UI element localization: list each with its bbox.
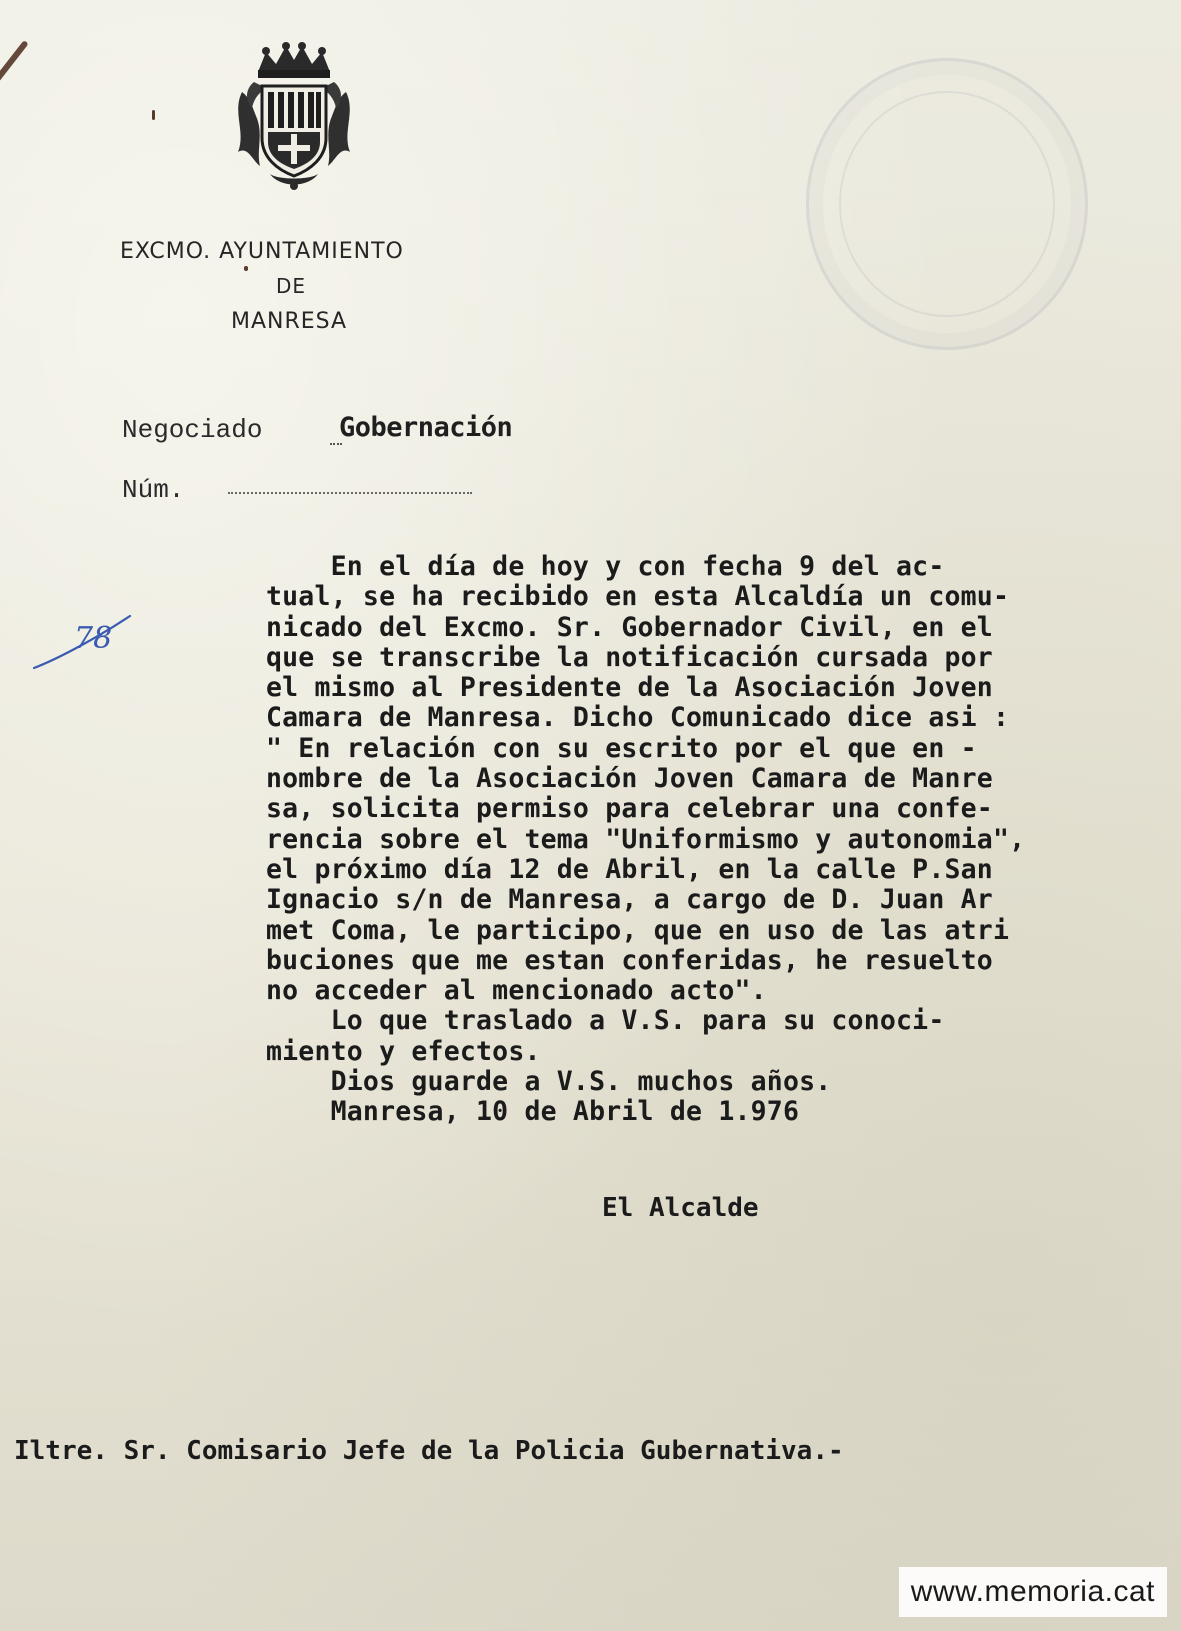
num-dotted-line — [228, 492, 472, 494]
manresa-coat-of-arms-icon — [236, 42, 352, 192]
negociado-label: Negociado — [122, 415, 263, 445]
addressee-line: Iltre. Sr. Comisario Jefe de la Policia Gubernativa.- — [14, 1436, 844, 1466]
body-line: tual, se ha recibido en esta Alcaldía un comu- — [266, 581, 1010, 613]
body-line: Ignacio s/n de Manresa, a cargo de D. Juan Ar — [266, 884, 993, 916]
body-line: nombre de la Asociación Joven Camara de Manre — [266, 763, 993, 795]
body-line: En el día de hoy y con fecha 9 del ac- — [266, 551, 945, 582]
body-line: el próximo día 12 de Abril, en la calle P.San — [266, 853, 993, 885]
body-line: el mismo al Presidente de la Asociación Joven — [266, 672, 993, 704]
body-line: buciones que me estan conferidas, he resuelto — [266, 944, 993, 976]
handwritten-note-text: 78 — [74, 621, 113, 656]
faded-stamp — [806, 58, 1088, 350]
body-line: rencia sobre el tema "Uniformismo y autonomia", — [266, 823, 1026, 855]
signature-title: El Alcalde — [602, 1193, 759, 1223]
handwritten-annotation — [30, 612, 136, 672]
paper-speck — [152, 110, 155, 120]
body-line: sa, solicita permiso para celebrar una confe- — [266, 793, 993, 825]
body-line: Lo que traslado a V.S. para su conoci- — [266, 1005, 945, 1037]
body-line: met Coma, le participo, que en uso de las atri — [266, 914, 1010, 946]
body-line: Camara de Manresa. Dicho Comunicado dice asi : — [266, 702, 1010, 734]
website-watermark: www.memoria.cat — [899, 1567, 1167, 1617]
body-line: " En relación con su escrito por el que en - — [266, 732, 977, 764]
body-line: nicado del Excmo. Sr. Gobernador Civil, en el — [266, 611, 993, 643]
num-label: Núm. — [122, 475, 185, 505]
letterhead-line-2: DE — [276, 274, 307, 298]
letterhead-line-3: MANRESA — [231, 309, 348, 334]
body-line: Manresa, 10 de Abril de 1.976 — [266, 1096, 800, 1128]
body-line: Dios guarde a V.S. muchos años. — [266, 1066, 832, 1098]
faded-stamp-ring — [839, 91, 1055, 317]
body-line: no acceder al mencionado acto". — [266, 975, 767, 1007]
letter-body — [266, 552, 1166, 1128]
body-line: miento y efectos. — [266, 1035, 541, 1067]
body-line: que se transcribe la notificación cursada por — [266, 641, 993, 673]
negociado-dotted-line — [330, 443, 342, 445]
negociado-value: Gobernación — [339, 412, 513, 443]
paper-fold-mark — [0, 40, 29, 111]
letterhead-line-1: EXCMO. AYUNTAMIENTO — [120, 239, 404, 264]
